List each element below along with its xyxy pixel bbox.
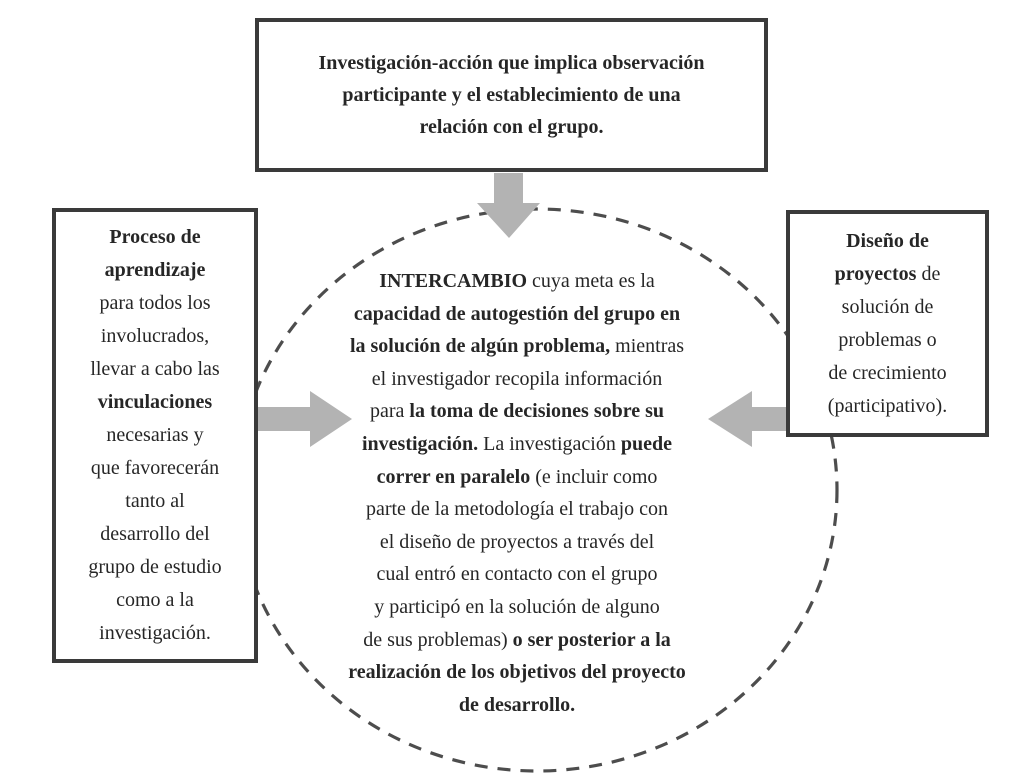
left-box-proceso-de-aprendizaje	[52, 208, 258, 663]
right-box-diseno-de-proyectos	[786, 210, 989, 437]
title-box-text: Investigación-acción que implica observación participante y el establecimiento de una relación con el grupo.	[318, 52, 705, 138]
left-box-text: Proceso de aprendizaje para todos los involucrados, llevar a cabo las vinculaciones necesarias y que favorecerán tanto al desarrollo del grupo de estudio como a la investigación.	[88, 226, 222, 644]
right-box-text: Diseño de proyectos de solución de problemas o de crecimiento (participativo).	[827, 229, 948, 417]
arrow-down-icon	[477, 173, 540, 238]
circle-text-intercambio: INTERCAMBIO cuya meta es la capacidad de autogestión del grupo en la solución de algún problema, mientras el investigador recopila información para la toma de decisiones sobre su investigación. La investigación puede correr en paralelo (e incluir como parte de la metodología el trabajo con el diseño de proyectos a través del cual entró en contacto con el grupo y participó en la solución de alguno de sus problemas) o ser posterior a la realización de los objetivos del proyecto de desarrollo.	[348, 270, 686, 716]
title-box	[255, 18, 768, 172]
